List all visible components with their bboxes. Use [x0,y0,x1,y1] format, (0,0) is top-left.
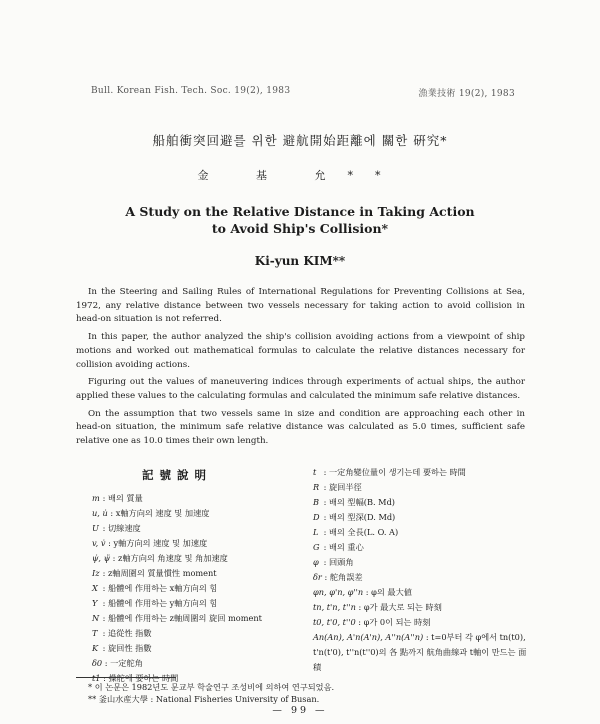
journal-citation-english: Bull. Korean Fish. Tech. Soc. 19(2), 1983 [91,86,291,96]
symbol-description: : z軸周圍의 質量慣性 moment [102,568,217,578]
symbol-description: : 一定角變位量이 생기는데 要하는 時間 [323,467,466,477]
symbol: δr [313,572,322,582]
symbol-description: : z軸方向의 角速度 및 角加速度 [112,553,228,563]
symbol: B [313,497,320,507]
symbol-row [313,615,533,630]
journal-citation-korean: 漁業技術 19(2), 1983 [418,89,515,99]
symbol: t0, t'0, t''0 [313,617,356,627]
symbol-description: : 一定舵角 [104,658,143,668]
symbol-description: : 船體에 作用하는 y軸方向의 힘 [102,598,218,608]
symbol-description: : φ가 最大로 되는 時刻 [358,602,442,612]
symbol: m [92,493,100,503]
symbol-description: : 배의 重心 [323,542,364,552]
symbol: L [313,527,319,537]
symbol-row [92,521,302,536]
symbol: δ0 [92,658,103,668]
symbol-row [313,465,533,480]
symbol-description: : y軸方向의 速度 및 加速度 [108,538,208,548]
symbol-row [313,525,533,540]
symbol-row [313,585,533,600]
page-number: — 99 — [272,705,328,716]
symbol: K [92,643,99,653]
symbol-description: : 배의 全長(L. O. A) [323,527,399,537]
symbol: tn, t'n, t''n [313,602,356,612]
abstract-paragraph: Figuring out the values of maneuvering indices through experiments of actual ships, the author applied these values to the calculating formulas and calculated the minimum safe relative distances. [76,377,525,401]
symbol: Y [92,598,98,608]
symbol: u, u̇ [92,508,108,518]
symbol-row [92,551,302,566]
symbol-row [313,570,533,585]
author-name-korean: 金 基 允** [197,169,403,182]
symbol-row [313,480,533,495]
symbol: φn, φ'n, φ''n [313,587,364,597]
symbol: t1 [92,673,101,683]
title-line-2: to Avoid Ship's Collision* [211,221,389,236]
symbol-row [92,536,302,551]
symbol-description: : 배의 型深(D. Md) [323,512,396,522]
symbol-row [313,555,533,570]
symbol: R [313,482,320,492]
symbols-list-right [313,465,533,675]
symbol: Iz [92,568,100,578]
symbol: t [313,467,317,477]
symbol-row [92,596,302,611]
symbol-description: : x軸方向의 速度 및 加速度 [110,508,210,518]
symbol: v, v̇ [92,538,106,548]
footnote-funding: * 이 논문은 1982년도 문교부 학술연구 조성비에 의하여 연구되었음. [88,682,335,692]
symbol-row [92,626,302,641]
symbol-row [92,611,302,626]
symbol-description: : t=0부터 각 φ에서 tn(t0), t'n(t'0), t''n(t''0)의 各 點까지 航角曲線과 t軸이 만드는 面積 [313,632,527,672]
symbol: T [92,628,98,638]
abstract-paragraph: In the Steering and Sailing Rules of International Regulations for Preventing Collisions at Sea, 1972, any relative distance between two vessels necessary for taking action to avoid collision in head-on situation is not referred. [76,287,525,325]
symbol: ψ̇, ψ̈ [92,553,111,563]
symbol-description: : 回頭角 [323,557,354,567]
symbol: U [92,523,99,533]
abstract-paragraph: In this paper, the author analyzed the ship's collision avoiding actions from a viewpoint of ship motions and worked out mathematical formulas to calculate the relative distances necessary for collision avoiding actions. [76,332,525,370]
symbol-description: : 舵角誤差 [324,572,363,582]
paper-title-english [0,203,600,237]
abstract [76,286,525,453]
symbol: G [313,542,320,552]
symbol-row [92,656,302,671]
symbol-description: : 船體에 作用하는 z軸周圍의 旋回 moment [102,613,262,623]
symbols-list-left [92,491,302,686]
symbol-row [313,510,533,525]
symbol: D [313,512,320,522]
symbol-row [92,581,302,596]
symbol-row [313,630,533,675]
symbol-description: : 배의 質量 [102,493,143,503]
symbol-description: : 操舵에 要하는 時間 [103,673,179,683]
symbol-description: : 追從性 指數 [102,628,152,638]
symbol: N [92,613,100,623]
symbol-description: : 배의 型幅(B. Md) [323,497,396,507]
symbol-row [313,600,533,615]
symbol: An(An), A'n(A'n), A''n(A''n) [313,632,424,642]
symbol: φ [313,557,319,567]
footnote-affiliation: ** 釜山水産大學 : National Fisheries University of Busan. [88,694,320,704]
title-line-1: A Study on the Relative Distance in Taking Action [125,204,475,219]
symbol-row [92,566,302,581]
symbol-row [92,641,302,656]
paper-title-korean: 船舶衝突回避를 위한 避航開始距離에 關한 硏究* [152,133,448,148]
symbol-row [313,540,533,555]
symbol-description: : 旋回半徑 [323,482,362,492]
symbol-description: : 旋回性 指數 [102,643,152,653]
abstract-paragraph: On the assumption that two vessels same in size and condition are approaching each other in head-on situation, the minimum safe relative distance was calculated as 5.0 times, sufficient safe relative one as 10.0 times their own length. [76,408,525,447]
author-name-english: Ki-yun KIM** [254,254,346,268]
symbol-description: : 切線速度 [102,523,141,533]
symbol-description: : φ의 最大値 [365,587,412,597]
symbols-section-title: 記號說明 [142,468,212,482]
symbol-description: : 船體에 作用하는 x軸方向의 힘 [102,583,218,593]
symbol-row [313,495,533,510]
symbol-description: : φ가 0이 되는 時刻 [358,617,431,627]
symbol-row [92,506,302,521]
symbol: X [92,583,98,593]
symbol-row [92,491,302,506]
footnote-divider [76,677,176,678]
